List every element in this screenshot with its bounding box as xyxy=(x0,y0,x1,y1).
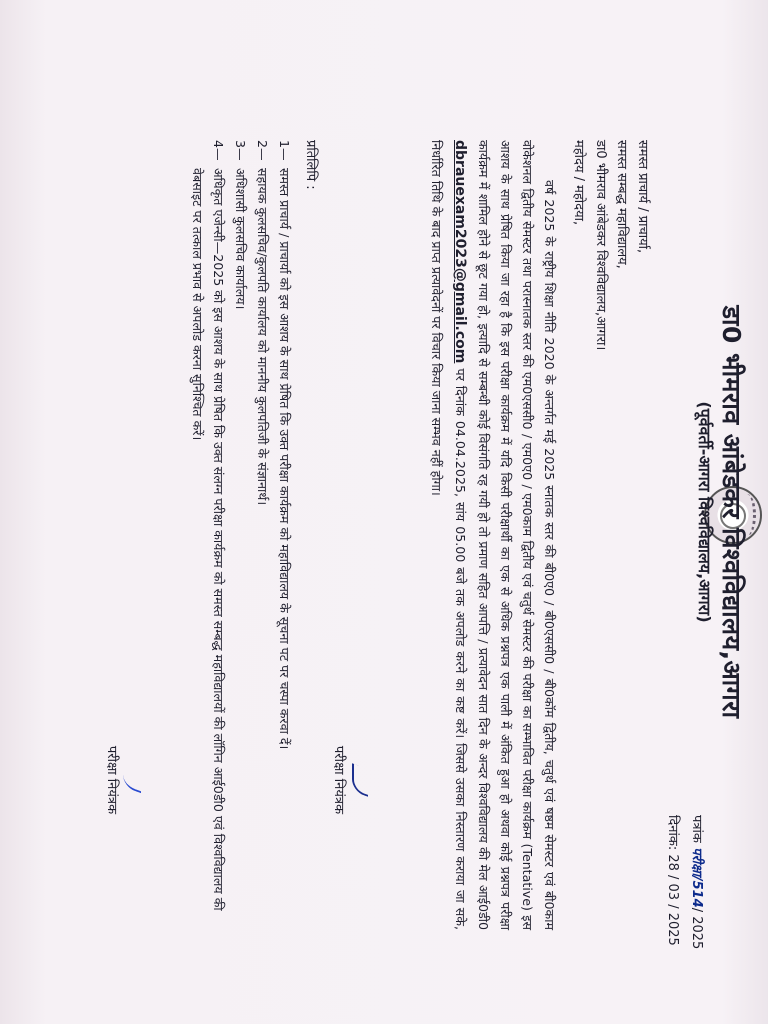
signature-title-2: परीक्षा नियंत्रक xyxy=(104,745,119,815)
cc-text: अधिकृत एजेन्सी—2025 को इस आशय के साथ प्रेषित कि उक्त संलग्न परीक्षा कार्यक्रम को समस्त सम्बद्ध महाविद्यालयों की लॉगिन आई0डी0 एवं विश्वविद्यालय की वेबसाइट पर तत्काल प्रभाव से अपलोड करना सुनिश्चित करें। xyxy=(190,168,226,911)
signature-scribble-icon xyxy=(350,760,370,800)
signature-title: परीक्षा नियंत्रक xyxy=(331,745,346,815)
cc-text: अधिशासी कुलसचिव कार्यालय। xyxy=(232,168,248,310)
cc-text: सहायक कुलसचिव/कुलपति कार्यालय को माननीय कुलपतिजी के संज्ञानार्थ। xyxy=(254,168,270,506)
salutation: महोदय / महोदया, xyxy=(571,140,586,226)
ref-prefix: पत्रांक xyxy=(689,815,704,843)
cc-item xyxy=(187,140,227,930)
cc-number: 1— xyxy=(277,140,292,161)
cc-text: समस्त प्राचार्य / प्राचार्या को इस आशय के साथ प्रेषित कि उक्त परीक्षा कार्यक्रम को महाविद्यालय के सूचना पट पर चस्पा करवा दें। xyxy=(277,168,292,750)
university-title: डा0 भीमराव आंबेडकर विश्वविद्यालय,आगरा xyxy=(717,305,746,719)
ref-suffix: / 2025 xyxy=(689,907,704,950)
signature-tick-icon xyxy=(123,760,143,800)
addressee-line: डा0 भीमराव आंबेडकर विश्वविद्यालय,आगरा। xyxy=(593,140,609,351)
ref-handwritten: परीक्षा/514 xyxy=(689,847,704,908)
university-subtitle: (पूर्ववर्ती-आगरा विश्वविद्यालय,आगरा) xyxy=(695,401,714,623)
addressee-line: समस्त सम्बद्ध महाविद्यालय, xyxy=(614,140,630,269)
cc-item xyxy=(230,140,250,930)
cc-heading: प्रतिलिपि : xyxy=(303,140,318,190)
addressee-line: समस्त प्राचार्य / प्राचार्या, xyxy=(635,140,650,254)
cc-number: 4— xyxy=(210,140,226,161)
signature-block xyxy=(328,700,370,860)
cc-item xyxy=(252,140,272,930)
body-part2: पर दिनांक 04.04.2025, सांय 05.00 बजे तक अपलोड करने का कष्ट करें। जिससे उसका निस्तारण कराया जा सके, निर्धारित तिथि के बाद प्राप्त प्रत्यावेदनों पर विचार किया जाना सम्भव नहीं होगा। xyxy=(429,140,468,930)
body-part1: वर्ष 2025 के राष्ट्रीय शिक्षा नीति 2020 के अन्तर्गत मई 2025 स्नातक स्तर की बी0ए0 / बी0एससी0 / बी0कॉम द्वितीय, चतुर्थ एवं षष्ठम सेमस्टर एवं बी0काम वोकेशनल द्वितीय सेमस्टर तथा परास्नातक स्तर की एम0एससी0 / एम0ए0 / एम0काम द्वितीय एवं चतुर्थ सेमस्टर की परीक्षा का सम्भावित परीक्षा कार्यक्रम (Tentative) इस आशय के साथ प्रेषित किया जा रहा है कि इस परीक्षा कार्यक्रम में यदि किसी परीक्षार्थी का एक से अधिक प्रश्नपत्र एक पाली में अंकित हुआ हो अथवा कोई प्रश्नपत्र परीक्षा कार्यक्रम में शामिल होने से छूट गया हो, इत्यादि से सम्बन्धी कोई विसंगति रह गयी हो तो प्रमाण सहित आपत्ति / प्रत्यावेदन सात दिन के अन्दर विश्वविद्यालय की मेल आई0डी0 xyxy=(475,140,557,931)
email-link[interactable]: dbrauexam2023@gmail.com xyxy=(451,140,468,364)
cc-number: 2— xyxy=(254,140,270,161)
addressee-block xyxy=(590,140,652,350)
cc-number: 3— xyxy=(232,140,248,161)
signature-block-2 xyxy=(101,700,143,860)
cc-item xyxy=(274,140,294,930)
letter-body xyxy=(425,140,560,930)
reference-number xyxy=(686,815,706,949)
letter-date: दिनांक: 28 / 03 / 2025 xyxy=(665,815,680,946)
cc-list xyxy=(185,140,294,930)
